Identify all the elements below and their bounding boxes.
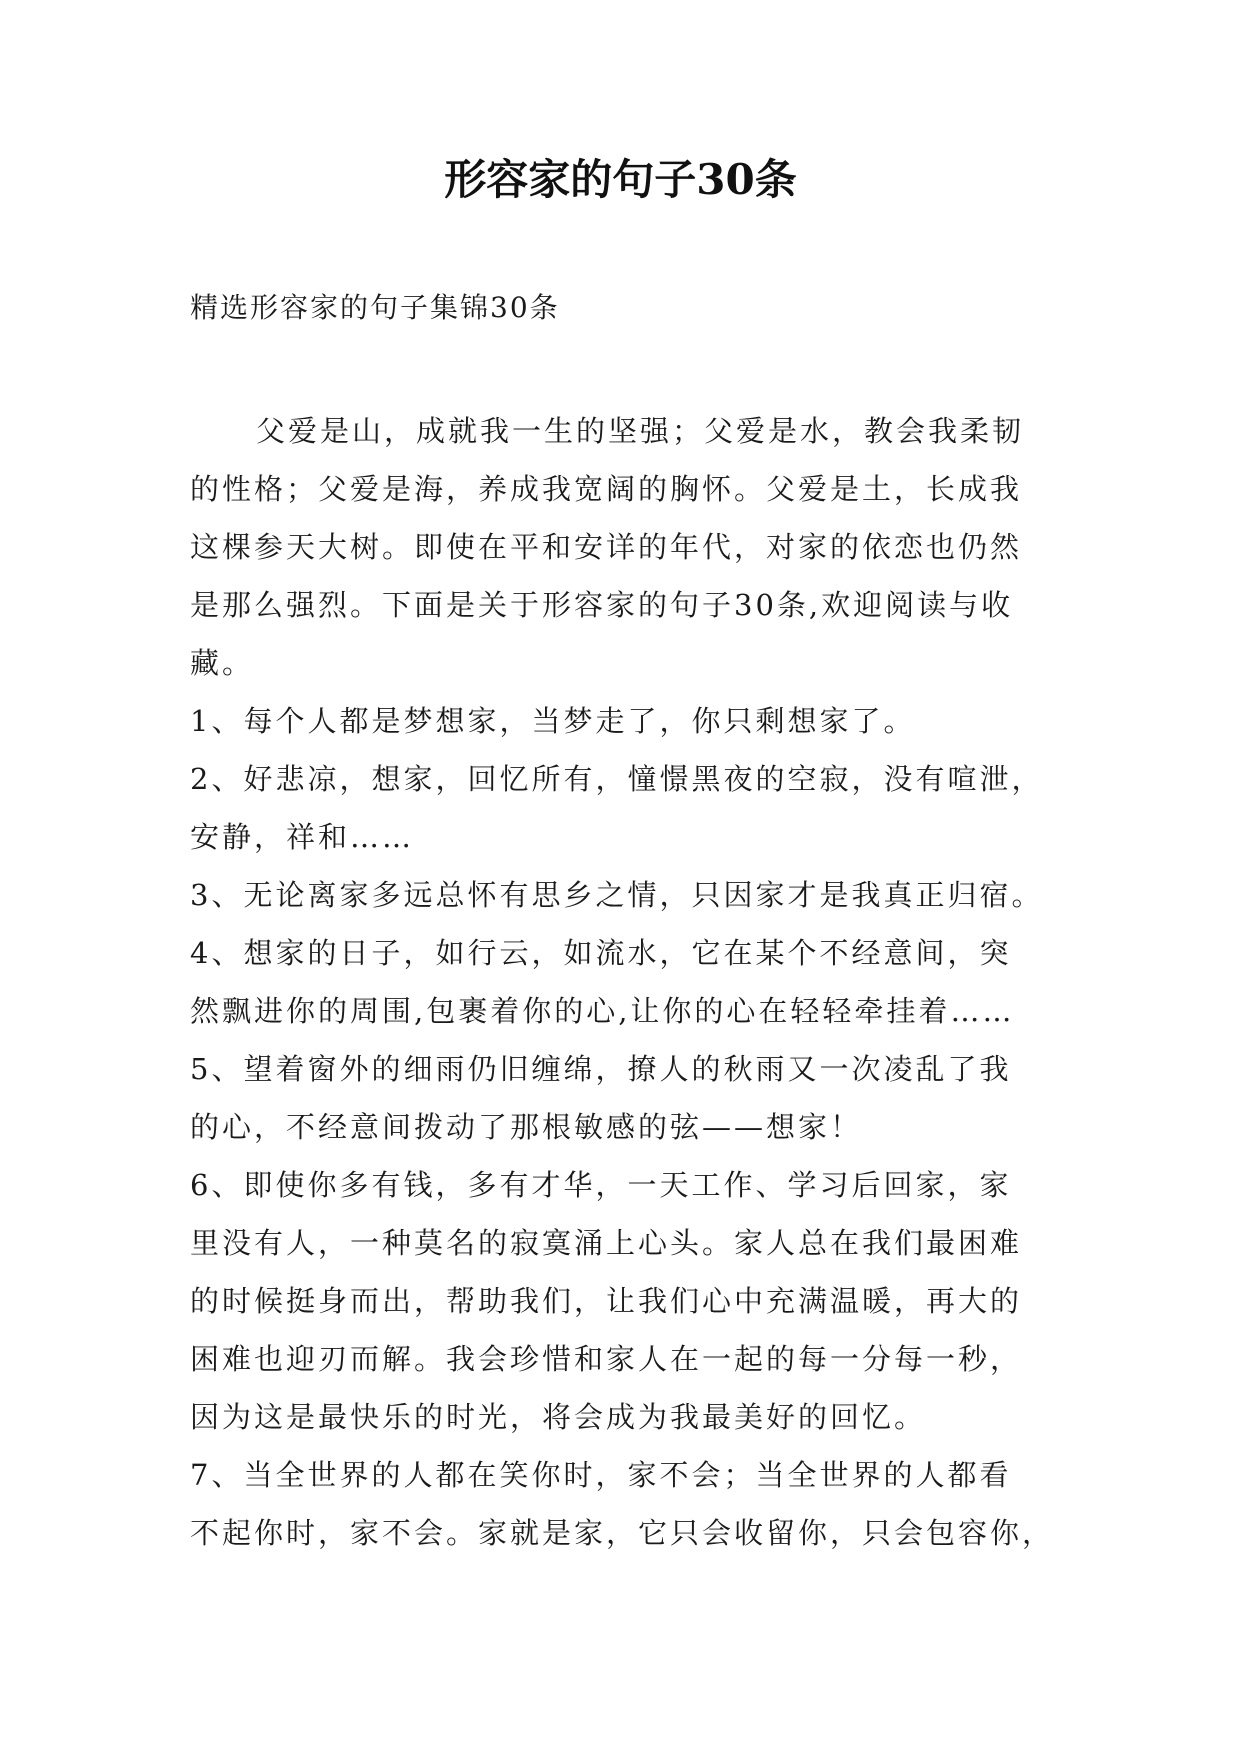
- document-subtitle: 精选形容家的句子集锦30条: [190, 291, 560, 324]
- text-line: 父爱是山，成就我一生的坚强；父爱是水，教会我柔韧: [256, 414, 1025, 448]
- text-line: 困难也迎刃而解。我会珍惜和家人在一起的每一分每一秒，: [190, 1342, 1023, 1376]
- text-line: 安静，祥和……: [190, 820, 415, 854]
- document-title: 形容家的句子30条: [444, 155, 797, 204]
- text-line: 这棵参天大树。即使在平和安详的年代，对家的依恋也仍然: [190, 530, 1023, 564]
- text-line: 因为这是最快乐的时光，将会成为我最美好的回忆。: [190, 1400, 927, 1434]
- text-line: 不起你时，家不会。家就是家，它只会收留你，只会包容你，: [190, 1516, 1055, 1550]
- text-line: 的时候挺身而出，帮助我们，让我们心中充满温暖，再大的: [190, 1284, 1023, 1318]
- text-line: 然飘进你的周围,包裹着你的心,让你的心在轻轻牵挂着……: [190, 994, 1015, 1028]
- list-item-1: 1、每个人都是梦想家，当梦走了，你只剩想家了。: [190, 704, 916, 738]
- list-item-2: 2、好悲凉，想家，回忆所有，憧憬黑夜的空寂，没有喧泄，: [190, 762, 1044, 796]
- list-item-4: 4、想家的日子，如行云，如流水，它在某个不经意间，突: [190, 936, 1012, 970]
- list-item-7: 7、当全世界的人都在笑你时，家不会；当全世界的人都看: [190, 1458, 1012, 1492]
- text-line: 里没有人，一种莫名的寂寞涌上心头。家人总在我们最困难: [190, 1226, 1023, 1260]
- list-item-6: 6、即使你多有钱，多有才华，一天工作、学习后回家，家: [190, 1168, 1012, 1202]
- document-body: [190, 402, 1070, 1562]
- list-item-3: 3、无论离家多远总怀有思乡之情，只因家才是我真正归宿。: [190, 878, 1044, 912]
- list-item-5: 5、望着窗外的细雨仍旧缠绵，撩人的秋雨又一次凌乱了我: [190, 1052, 1012, 1086]
- text-line: 藏。: [190, 646, 255, 680]
- text-line: 的性格；父爱是海，养成我宽阔的胸怀。父爱是土，长成我: [190, 472, 1023, 506]
- text-line: 的心，不经意间拨动了那根敏感的弦——想家！: [190, 1110, 863, 1144]
- text-line: 是那么强烈。下面是关于形容家的句子30条,欢迎阅读与收: [190, 588, 1014, 622]
